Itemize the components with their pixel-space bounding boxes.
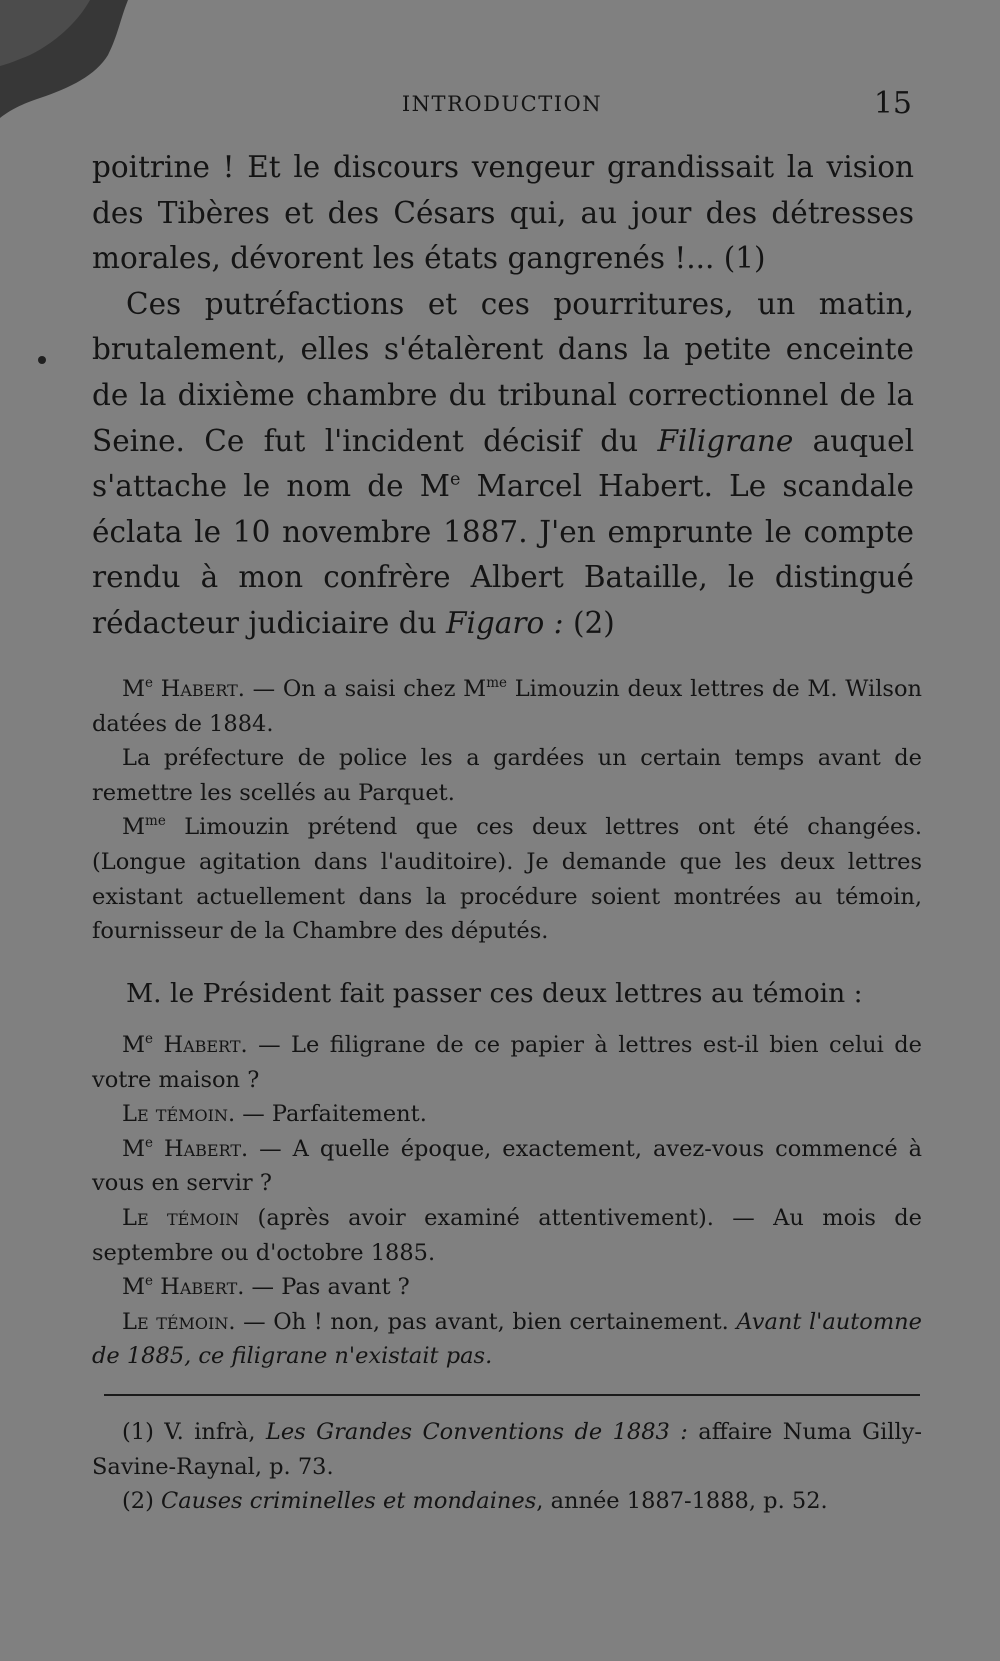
main-text [92,145,914,647]
speaker-name: Le témoin [122,1204,240,1231]
page-header [92,88,912,122]
speaker-prefix: M [122,814,146,841]
running-head: INTRODUCTION [401,92,603,116]
speaker-name: Habert. [153,1032,248,1058]
speaker-prefix: M [122,676,146,702]
dialogue-line [92,1097,922,1132]
speaker-name: Habert. [153,1135,249,1162]
footnote-marker: (2) [122,1488,162,1515]
italic-title-figaro: Figaro : [446,605,564,640]
speaker-prefix: M [122,1135,146,1162]
italic-title: Les Grandes Conventions de 1883 : [265,1419,688,1445]
dialogue-text: — A quelle époque, exactement, avez-vous commencé à vous en servir ? [92,1135,923,1197]
footnote-2 [92,1484,922,1519]
dialogue-line [92,1132,922,1201]
italic-title-filigrane: Filigrane [657,423,794,458]
speaker-name: Le témoin. [122,1101,236,1128]
footnote-marker: (1) V. infrà, [122,1419,266,1445]
dialogue-line: La préfecture de police les a gardées un certain temps avant de remettre les scellés au Parquet. [92,745,922,806]
footnote-text: affaire Numa Gilly-Savine-Raynal, p. 73. [92,1419,922,1480]
narrator-line: M. le Président fait passer ces deux lettres au témoin : [126,978,863,1009]
paragraph-2 [92,282,914,647]
footnote-text: , année 1887-1888, p. 52. [536,1488,828,1515]
paragraph-1: poitrine ! Et le discours vengeur grandissait la vision des Tibères et des Césars qui, au jour des détresses morales, dévorent les états gangrenés !... (1) [92,150,914,276]
dialogue-text: — Oh ! non, pas avant, bien certainement. [235,1308,737,1335]
speaker-name: Habert. [153,1274,245,1301]
dialogue-text: Limouzin deux lettres de M. Wilson datées de 1884. [92,676,922,737]
dialogue-text: (après avoir examiné attentivement). — Au mois de septembre ou d'octobre 1885. [92,1204,922,1266]
speaker-prefix: M [122,1274,146,1301]
speaker-prefix: M [122,1032,146,1058]
dialogue-line [92,672,922,741]
superscript: e [145,1031,154,1048]
dialogue-line [92,1201,922,1270]
text-span: Ces putréfactions et ces pourritures, un matin, brutalement, elles s'étalèrent dans la petite enceinte de la dixième chambre du tribunal correctionnel de la Seine. Ce fut l'incident décisif du [92,286,914,458]
text-span: auquel s'attache le nom de M [92,423,914,504]
dialogue-line [92,1028,922,1097]
superscript: me [145,813,166,830]
speaker-name: Le témoin. [122,1308,236,1335]
superscript: e [449,469,461,490]
dialogue-block-2 [92,1028,922,1374]
footnotes [92,1415,922,1519]
dialogue-text: — Pas avant ? [244,1274,410,1301]
text-span: Marcel Habert. Le scandale éclata le 10 novembre 1887. J'en emprunte le compte rendu à mon confrère Albert Bataille, le distingué rédacteur judiciaire du [92,469,915,640]
dialogue-line [92,810,922,948]
dialogue-text: — On a saisi chez M [244,676,487,702]
margin-mark [38,356,46,364]
italic-title: Causes criminelles et mondaines [161,1488,537,1515]
footnote-1 [92,1415,922,1484]
dialogue-line [92,1305,922,1374]
footnote-rule [104,1394,920,1396]
speaker-name: Habert. [153,676,245,702]
italic-emphasis: Avant l'automne de 1885, ce filigrane n'existait pas. [92,1308,922,1370]
dialogue-line [92,1270,922,1305]
dialogue-text: — Parfaitement. [235,1101,427,1128]
dialogue-block-1 [92,672,922,949]
text-span: (2) [563,605,615,640]
page-number: 15 [873,86,912,121]
superscript: me [486,675,508,692]
superscript: e [145,675,154,692]
superscript: e [145,1273,154,1290]
dialogue-text: Limouzin prétend que ces deux lettres ont été changées. (Longue agitation dans l'auditoire). Je demande que les deux lettres existant actuellement dans la procédure soient montrées au témoin, fournisseur de la Chambre des députés. [92,814,922,945]
superscript: e [145,1135,154,1152]
dialogue-text: — Le filigrane de ce papier à lettres est-il bien celui de votre maison ? [92,1032,922,1093]
